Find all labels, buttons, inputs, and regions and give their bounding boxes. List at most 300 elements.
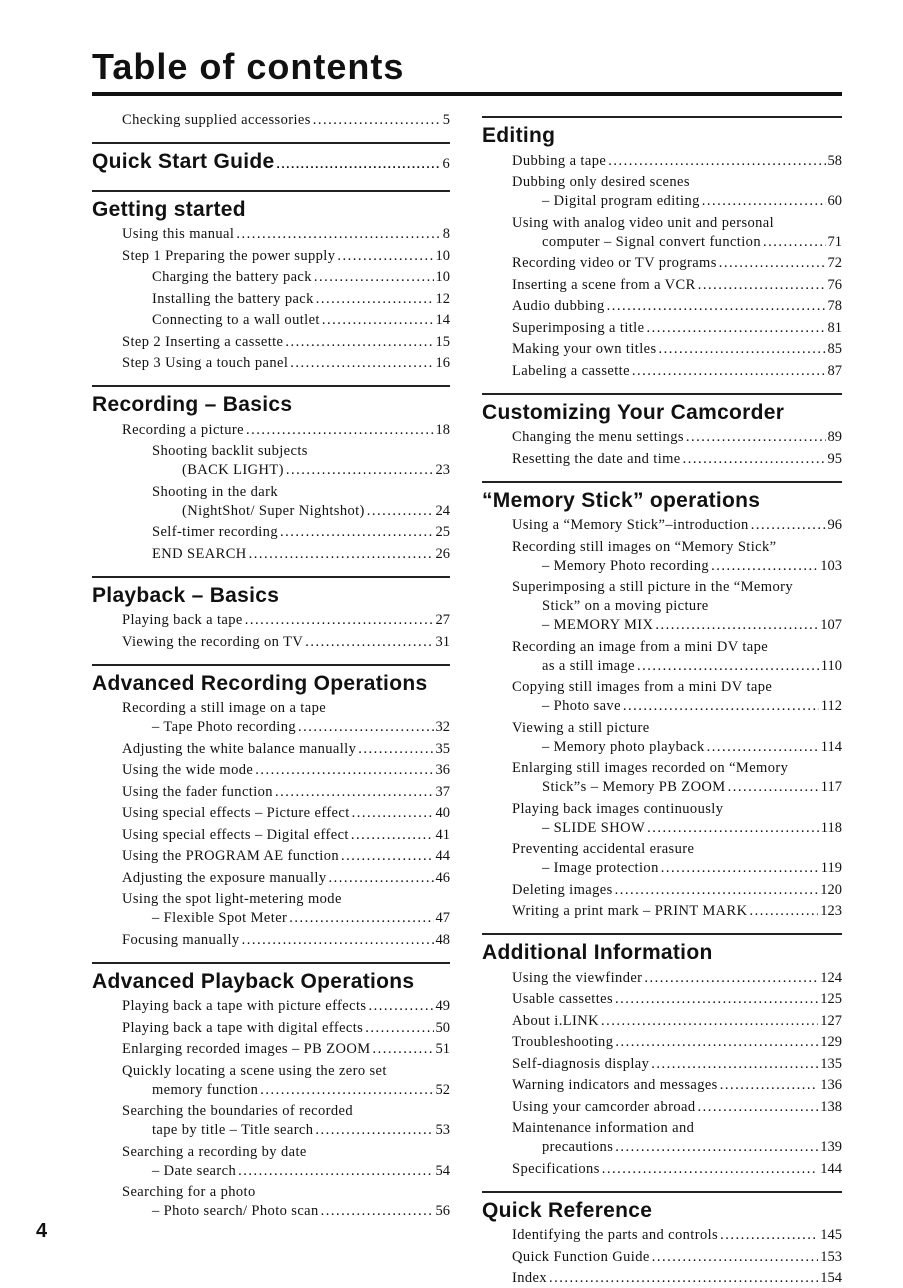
page-ref: 145 xyxy=(820,1226,842,1245)
page-ref: 49 xyxy=(436,997,451,1016)
dot-leader xyxy=(341,847,433,866)
entry-title: Labeling a cassette xyxy=(512,362,630,381)
dot-leader xyxy=(351,826,434,845)
entry-title: – Date search xyxy=(152,1162,236,1181)
title-rule xyxy=(92,92,842,96)
section-rule xyxy=(482,933,842,935)
entry-title: Superimposing a title xyxy=(512,319,644,338)
toc-entry[interactable] xyxy=(482,881,842,900)
entry-title: Using special effects – Digital effect xyxy=(122,826,349,845)
entry-title: Self-timer recording xyxy=(152,523,278,542)
toc-entry[interactable] xyxy=(482,516,842,535)
toc-entry[interactable] xyxy=(482,428,842,447)
dot-leader xyxy=(313,111,441,130)
dot-leader xyxy=(728,778,819,797)
dot-leader xyxy=(751,516,826,535)
toc-entry[interactable] xyxy=(482,678,842,716)
toc-entry[interactable] xyxy=(92,111,450,130)
dot-leader xyxy=(276,151,440,178)
dot-leader xyxy=(365,1019,433,1038)
page-ref: 48 xyxy=(436,931,451,950)
dot-leader xyxy=(652,1248,819,1267)
entry-title: Making your own titles xyxy=(512,340,657,359)
page-ref: 72 xyxy=(828,254,843,273)
entry-title: Using the spot light-metering mode xyxy=(122,891,342,907)
entry-title: Writing a print mark – PRINT MARK xyxy=(512,902,747,921)
page-ref: 40 xyxy=(436,804,451,823)
page-ref: 37 xyxy=(436,783,451,802)
toc-entry[interactable] xyxy=(92,442,450,480)
toc-section-intro xyxy=(92,111,450,130)
toc-section-additional-information xyxy=(482,933,842,1179)
entry-title: About i.LINK xyxy=(512,1012,599,1031)
dot-leader xyxy=(763,233,826,252)
section-heading[interactable] xyxy=(92,582,450,609)
page-ref: 135 xyxy=(820,1055,842,1074)
entry-title: Inserting a scene from a VCR xyxy=(512,276,696,295)
page-ref: 127 xyxy=(820,1012,842,1031)
entry-title: Using the fader function xyxy=(122,783,273,802)
dot-leader xyxy=(367,502,434,521)
page-ref: 51 xyxy=(436,1040,451,1059)
dot-leader xyxy=(661,859,819,878)
entry-title: Using with analog video unit and personal xyxy=(512,215,774,231)
dot-leader xyxy=(659,340,826,359)
section-heading-text: Playback – Basics xyxy=(92,584,279,607)
dot-leader xyxy=(637,657,819,676)
toc-entry[interactable] xyxy=(482,1055,842,1074)
entry-title: – Tape Photo recording xyxy=(152,718,296,737)
entry-title: Checking supplied accessories xyxy=(122,111,311,130)
dot-leader xyxy=(305,633,433,652)
entry-title: Preventing accidental erasure xyxy=(512,841,694,857)
dot-leader xyxy=(615,990,818,1009)
toc-entry[interactable] xyxy=(92,268,450,287)
section-heading-text: Quick Reference xyxy=(482,1199,652,1222)
entry-title: Audio dubbing xyxy=(512,297,605,316)
dot-leader xyxy=(316,290,434,309)
toc-entry[interactable] xyxy=(482,719,842,757)
toc-section-quick-start-guide xyxy=(92,142,450,178)
page-ref: 47 xyxy=(436,909,451,928)
dot-leader xyxy=(275,783,434,802)
toc-entry[interactable] xyxy=(92,740,450,759)
section-rule xyxy=(92,190,450,192)
toc-entry[interactable] xyxy=(92,1143,450,1181)
dot-leader xyxy=(549,1269,818,1288)
entry-title: – Memory Photo recording xyxy=(542,557,709,576)
toc-entry[interactable] xyxy=(482,276,842,295)
page-ref: 107 xyxy=(820,616,842,635)
entry-title: Enlarging recorded images – PB ZOOM xyxy=(122,1040,371,1059)
entry-title: Viewing a still picture xyxy=(512,720,650,736)
entry-title: Searching the boundaries of recorded xyxy=(122,1103,353,1119)
dot-leader xyxy=(601,1012,818,1031)
dot-leader xyxy=(615,1033,818,1052)
toc-section-advanced-recording-operations xyxy=(92,664,450,950)
entry-title: Using the viewfinder xyxy=(512,969,642,988)
entry-title: – Flexible Spot Meter xyxy=(152,909,287,928)
section-heading[interactable] xyxy=(482,1197,842,1224)
toc-entry[interactable] xyxy=(92,1183,450,1221)
section-heading-text: Additional Information xyxy=(482,941,713,964)
entry-title: – Photo search/ Photo scan xyxy=(152,1202,319,1221)
dot-leader xyxy=(286,461,434,480)
entry-title: Troubleshooting xyxy=(512,1033,613,1052)
page-ref: 110 xyxy=(821,657,842,676)
toc-entry[interactable] xyxy=(482,152,842,171)
toc-entry[interactable] xyxy=(92,869,450,888)
dot-leader xyxy=(290,354,433,373)
entry-title: Using special effects – Picture effect xyxy=(122,804,350,823)
section-heading-text: Customizing Your Camcorder xyxy=(482,401,784,424)
dot-leader xyxy=(358,740,433,759)
toc-section-playback-basics xyxy=(92,576,450,652)
entry-title: Playing back a tape with picture effects xyxy=(122,997,366,1016)
entry-title: Specifications xyxy=(512,1160,600,1179)
entry-title: Resetting the date and time xyxy=(512,450,681,469)
toc-entry[interactable] xyxy=(92,225,450,244)
section-heading[interactable] xyxy=(482,399,842,426)
page-ref: 35 xyxy=(436,740,451,759)
page-ref: 26 xyxy=(436,545,451,564)
toc-entry[interactable] xyxy=(92,761,450,780)
toc-entry[interactable] xyxy=(482,1269,842,1288)
entry-title: as a still image xyxy=(542,657,635,676)
entry-title: Self-diagnosis display xyxy=(512,1055,649,1074)
toc-section-memory-stick-operations xyxy=(482,481,842,922)
dot-leader xyxy=(615,881,819,900)
entry-title: Usable cassettes xyxy=(512,990,613,1009)
page-ref: 23 xyxy=(436,461,451,480)
section-heading-text: Advanced Recording Operations xyxy=(92,672,427,695)
dot-leader xyxy=(632,362,826,381)
toc-entry[interactable] xyxy=(482,538,842,576)
dot-leader xyxy=(647,819,819,838)
toc-entry[interactable] xyxy=(92,633,450,652)
entry-title: Recording still images on “Memory Stick” xyxy=(512,539,776,555)
page-ref: 10 xyxy=(436,268,451,287)
entry-title: computer – Signal convert function xyxy=(542,233,761,252)
dot-leader xyxy=(608,152,825,171)
entry-title: Stick”s – Memory PB ZOOM xyxy=(542,778,726,797)
entry-title: Copying still images from a mini DV tape xyxy=(512,679,772,695)
dot-leader xyxy=(749,902,818,921)
dot-leader xyxy=(655,616,818,635)
entry-title: Quick Function Guide xyxy=(512,1248,650,1267)
page-ref: 36 xyxy=(436,761,451,780)
toc-entry[interactable] xyxy=(482,902,842,921)
toc-entry[interactable] xyxy=(92,523,450,542)
page-ref: 5 xyxy=(443,111,450,130)
entry-title: Viewing the recording on TV xyxy=(122,633,303,652)
dot-leader xyxy=(373,1040,434,1059)
section-rule xyxy=(92,962,450,964)
entry-title: Using a “Memory Stick”–introduction xyxy=(512,516,749,535)
page-ref: 78 xyxy=(828,297,843,316)
dot-leader xyxy=(337,247,433,266)
dot-leader xyxy=(352,804,434,823)
toc-entry[interactable] xyxy=(92,1040,450,1059)
section-heading[interactable] xyxy=(92,196,450,223)
entry-title: Enlarging still images recorded on “Memory xyxy=(512,760,788,776)
toc-entry[interactable] xyxy=(482,990,842,1009)
entry-title: Playing back a tape xyxy=(122,611,243,630)
entry-title: Stick” on a moving picture xyxy=(542,598,709,614)
dot-leader xyxy=(255,761,433,780)
page-ref: 81 xyxy=(828,319,843,338)
entry-title: memory function xyxy=(152,1081,258,1100)
entry-title: Using the wide mode xyxy=(122,761,253,780)
page-ref: 53 xyxy=(436,1121,451,1140)
dot-leader xyxy=(607,297,826,316)
toc-entry[interactable] xyxy=(482,759,842,797)
toc-entry[interactable] xyxy=(482,1076,842,1095)
toc-entry[interactable] xyxy=(482,173,842,211)
dot-leader xyxy=(702,192,826,211)
toc-entry[interactable] xyxy=(92,997,450,1016)
toc-section-quick-reference xyxy=(482,1191,842,1288)
page-ref: 118 xyxy=(821,819,842,838)
section-heading[interactable] xyxy=(482,939,842,966)
section-heading[interactable] xyxy=(92,391,450,418)
section-heading-text: Recording – Basics xyxy=(92,393,292,416)
entry-title: Using this manual xyxy=(122,225,234,244)
entry-title: Shooting backlit subjects xyxy=(152,443,308,459)
toc-entry[interactable] xyxy=(482,1098,842,1117)
toc-entry[interactable] xyxy=(92,247,450,266)
page-ref: 129 xyxy=(820,1033,842,1052)
toc-entry[interactable] xyxy=(482,254,842,273)
toc-entry[interactable] xyxy=(482,840,842,878)
dot-leader xyxy=(720,1076,819,1095)
dot-leader xyxy=(238,1162,433,1181)
toc-right-column xyxy=(482,108,842,1288)
dot-leader xyxy=(314,268,434,287)
entry-title: Adjusting the exposure manually xyxy=(122,869,327,888)
page-ref: 18 xyxy=(436,421,451,440)
toc-entry[interactable] xyxy=(92,354,450,373)
page-ref: 58 xyxy=(828,152,843,171)
toc-entry[interactable] xyxy=(92,890,450,928)
entry-title: Dubbing only desired scenes xyxy=(512,174,690,190)
page-ref: 117 xyxy=(821,778,842,797)
page-ref: 41 xyxy=(436,826,451,845)
toc-entry[interactable] xyxy=(482,450,842,469)
dot-leader xyxy=(249,545,434,564)
page-number: 4 xyxy=(36,1220,47,1243)
section-heading[interactable] xyxy=(92,670,450,697)
entry-title: Playing back images continuously xyxy=(512,801,723,817)
dot-leader xyxy=(321,1202,434,1221)
page-ref: 52 xyxy=(436,1081,451,1100)
toc-section-customizing-your-camcorder xyxy=(482,393,842,469)
toc-section-editing xyxy=(482,116,842,381)
dot-leader xyxy=(242,931,434,950)
toc-entry[interactable] xyxy=(482,362,842,381)
dot-leader xyxy=(245,611,434,630)
dot-leader xyxy=(719,254,826,273)
entry-title: – Image protection xyxy=(542,859,659,878)
page-ref: 31 xyxy=(436,633,451,652)
page-ref: 54 xyxy=(436,1162,451,1181)
page-ref: 112 xyxy=(821,697,842,716)
dot-leader xyxy=(651,1055,818,1074)
entry-title: Warning indicators and messages xyxy=(512,1076,718,1095)
dot-leader xyxy=(280,523,434,542)
page-ref: 71 xyxy=(828,233,843,252)
page-ref: 60 xyxy=(828,192,843,211)
toc-entry[interactable] xyxy=(92,699,450,737)
dot-leader xyxy=(236,225,440,244)
toc-section-recording-basics xyxy=(92,385,450,564)
toc-entry[interactable] xyxy=(92,1062,450,1100)
entry-title: – Digital program editing xyxy=(542,192,700,211)
section-heading[interactable] xyxy=(482,487,842,514)
entry-title: Superimposing a still picture in the “Memory xyxy=(512,579,793,595)
toc-entry[interactable] xyxy=(92,804,450,823)
entry-title: – Memory photo playback xyxy=(542,738,705,757)
entry-title: precautions xyxy=(542,1138,613,1157)
entry-title: Shooting in the dark xyxy=(152,484,278,500)
section-heading-text: Editing xyxy=(482,124,555,147)
toc-entry[interactable] xyxy=(482,1226,842,1245)
toc-entry[interactable] xyxy=(92,611,450,630)
toc-entry[interactable] xyxy=(92,545,450,564)
entry-title: Charging the battery pack xyxy=(152,268,312,287)
entry-title: Identifying the parts and controls xyxy=(512,1226,718,1245)
dot-leader xyxy=(246,421,434,440)
page-ref: 89 xyxy=(828,428,843,447)
toc-entry[interactable] xyxy=(92,421,450,440)
dot-leader xyxy=(285,333,433,352)
entry-title: Recording an image from a mini DV tape xyxy=(512,639,768,655)
page-ref: 8 xyxy=(443,225,450,244)
dot-leader xyxy=(329,869,434,888)
page-ref: 114 xyxy=(821,738,842,757)
toc-entry[interactable] xyxy=(92,826,450,845)
dot-leader xyxy=(698,276,826,295)
toc-entry[interactable] xyxy=(482,1033,842,1052)
entry-title: Dubbing a tape xyxy=(512,152,606,171)
toc-entry[interactable] xyxy=(482,969,842,988)
entry-title: Using the PROGRAM AE function xyxy=(122,847,339,866)
entry-title: Quickly locating a scene using the zero set xyxy=(122,1063,387,1079)
page-ref: 76 xyxy=(828,276,843,295)
dot-leader xyxy=(707,738,819,757)
section-rule xyxy=(92,576,450,578)
section-rule xyxy=(92,664,450,666)
section-rule xyxy=(482,481,842,483)
toc-entry[interactable] xyxy=(482,340,842,359)
entry-title: – Photo save xyxy=(542,697,621,716)
page-ref: 16 xyxy=(436,354,451,373)
dot-leader xyxy=(602,1160,819,1179)
entry-title: Searching a recording by date xyxy=(122,1144,307,1160)
entry-title: Step 2 Inserting a cassette xyxy=(122,333,283,352)
page-ref: 27 xyxy=(436,611,451,630)
entry-title: Recording a still image on a tape xyxy=(122,700,326,716)
toc-entry[interactable] xyxy=(482,1248,842,1267)
page-ref: 32 xyxy=(436,718,451,737)
toc-entry[interactable] xyxy=(482,319,842,338)
toc-left-column xyxy=(92,108,450,1221)
toc-entry[interactable] xyxy=(482,214,842,252)
toc-entry[interactable] xyxy=(482,638,842,676)
entry-title: (NightShot/ Super Nightshot) xyxy=(182,502,365,521)
page-ref: 119 xyxy=(821,859,842,878)
toc-entry[interactable] xyxy=(92,1102,450,1140)
page-ref: 139 xyxy=(820,1138,842,1157)
toc-section-advanced-playback-operations xyxy=(92,962,450,1222)
toc-entry[interactable] xyxy=(92,847,450,866)
section-rule xyxy=(482,116,842,118)
toc-entry[interactable] xyxy=(482,297,842,316)
entry-title: (BACK LIGHT) xyxy=(182,461,284,480)
page-ref: 96 xyxy=(828,516,843,535)
toc-entry[interactable] xyxy=(92,311,450,330)
toc-section-getting-started xyxy=(92,190,450,374)
section-heading[interactable] xyxy=(92,148,450,178)
entry-title: Connecting to a wall outlet xyxy=(152,311,320,330)
toc-entry[interactable] xyxy=(482,1160,842,1179)
section-rule xyxy=(92,142,450,144)
dot-leader xyxy=(686,428,826,447)
toc-entry[interactable] xyxy=(92,333,450,352)
entry-title: Recording a picture xyxy=(122,421,244,440)
section-rule xyxy=(482,1191,842,1193)
page-ref: 14 xyxy=(436,311,451,330)
page-ref: 24 xyxy=(436,502,451,521)
toc-entry[interactable] xyxy=(92,483,450,521)
entry-title: – MEMORY MIX xyxy=(542,616,653,635)
page-ref: 136 xyxy=(820,1076,842,1095)
page-ref: 154 xyxy=(820,1269,842,1288)
entry-title: Adjusting the white balance manually xyxy=(122,740,356,759)
page-ref: 125 xyxy=(820,990,842,1009)
section-heading[interactable] xyxy=(482,122,842,149)
toc-entry[interactable] xyxy=(482,1012,842,1031)
entry-title: END SEARCH xyxy=(152,545,247,564)
entry-title: Index xyxy=(512,1269,547,1288)
dot-leader xyxy=(615,1138,818,1157)
toc-entry[interactable] xyxy=(92,1019,450,1038)
page-ref: 153 xyxy=(820,1248,842,1267)
entry-title: Focusing manually xyxy=(122,931,240,950)
dot-leader xyxy=(368,997,433,1016)
toc-entry[interactable] xyxy=(92,931,450,950)
entry-title: Step 1 Preparing the power supply xyxy=(122,247,335,266)
section-heading[interactable] xyxy=(92,968,450,995)
section-heading-text: “Memory Stick” operations xyxy=(482,489,760,512)
page-ref: 95 xyxy=(828,450,843,469)
toc-entry[interactable] xyxy=(482,800,842,838)
toc-entry[interactable] xyxy=(482,578,842,635)
dot-leader xyxy=(298,718,433,737)
dot-leader xyxy=(322,311,434,330)
toc-entry[interactable] xyxy=(92,783,450,802)
page-ref: 10 xyxy=(436,247,451,266)
page-ref: 44 xyxy=(436,847,451,866)
entry-title: tape by title – Title search xyxy=(152,1121,313,1140)
page-ref: 85 xyxy=(828,340,843,359)
page-ref: 138 xyxy=(820,1098,842,1117)
page-ref: 56 xyxy=(436,1202,451,1221)
dot-leader xyxy=(711,557,818,576)
toc-entry[interactable] xyxy=(92,290,450,309)
entry-title: Searching for a photo xyxy=(122,1184,256,1200)
toc-entry[interactable] xyxy=(482,1119,842,1157)
